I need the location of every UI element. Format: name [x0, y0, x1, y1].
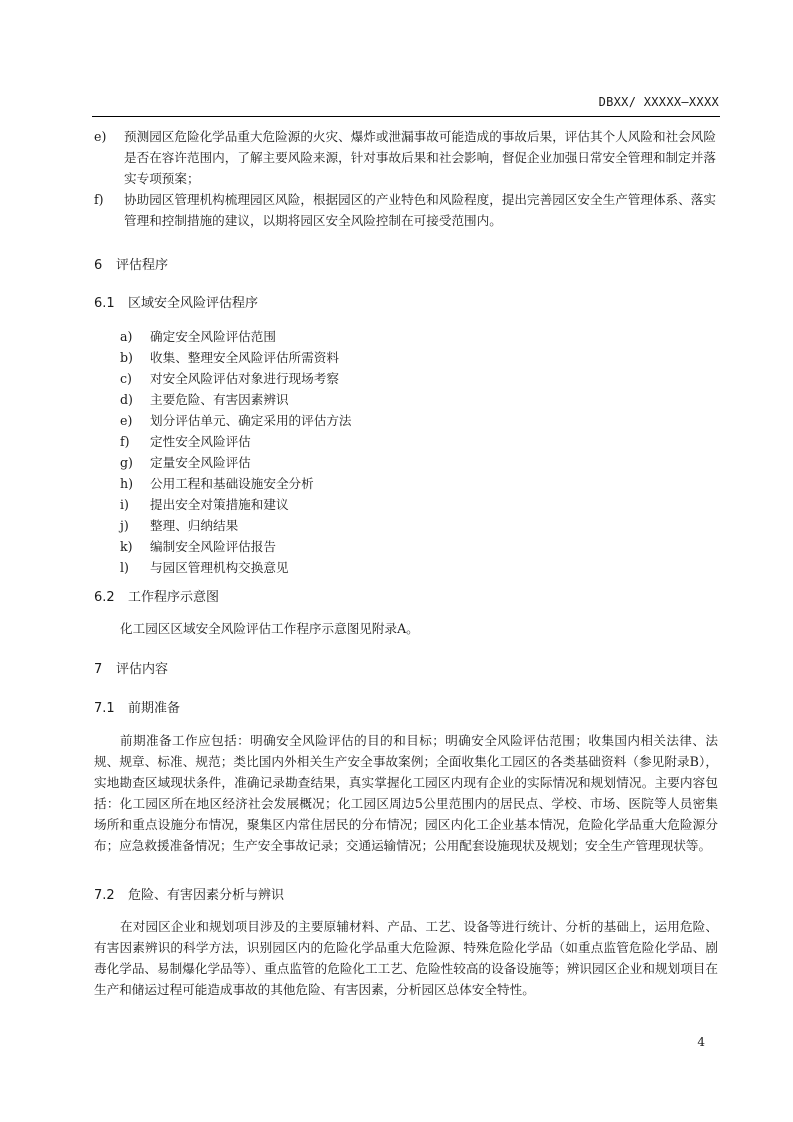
- item-text: 编制安全风险评估报告: [150, 539, 276, 554]
- document-code: DBXX/ XXXXX—XXXX: [598, 95, 719, 109]
- section-number: 6.1: [94, 296, 115, 311]
- section-6-2-text: 化工园区区域安全风险评估工作程序示意图见附录A。: [120, 621, 419, 636]
- item-label: c): [120, 371, 132, 386]
- list-item: [94, 347, 718, 368]
- section-7-2-text: 在对园区企业和规划项目涉及的主要原辅材料、产品、工艺、设备等进行统计、分析的基础上，运用危险、有害因素辨识的科学方法，识别园区内的危险化学品重大危险源、特殊危险化学品（如重点监管危险化学品、剧毒化学品、易制爆化学品等）、重点监管的危险化工工艺、危险性较高的设备设施等；辨识园区企业和规划项目在生产和储运过程可能造成事故的其他危险、有害因素，分析园区总体安全特性。: [94, 919, 718, 997]
- procedure-list: [94, 326, 718, 578]
- section-number: 7.1: [94, 701, 115, 716]
- list-item: [94, 389, 718, 410]
- list-item: [94, 368, 718, 389]
- list-item: [94, 557, 718, 578]
- item-label: h): [120, 476, 134, 491]
- item-text: 主要危险、有害因素辨识: [150, 392, 289, 407]
- item-label: f): [120, 434, 130, 449]
- list-item: [94, 515, 718, 536]
- section-title: 区域安全风险评估程序: [128, 296, 259, 311]
- intro-list: [94, 126, 718, 231]
- item-text: 定量安全风险评估: [150, 455, 251, 470]
- list-item: [94, 452, 718, 473]
- item-text: 预测园区危险化学品重大危险源的火灾、爆炸或泄漏事故可能造成的事故后果，评估其个人风险和社会风险是否在容许范围内，了解主要风险来源，针对事故后果和社会影响，督促企业加强日常安全管理和制定并落实专项预案；: [124, 129, 716, 186]
- page-number: 4: [697, 1035, 705, 1049]
- list-item: [94, 126, 718, 189]
- list-item: [94, 494, 718, 515]
- item-text: 收集、整理安全风险评估所需资料: [150, 350, 339, 365]
- item-text: 划分评估单元、确定采用的评估方法: [150, 413, 352, 428]
- section-heading-7: [94, 659, 718, 680]
- item-text: 定性安全风险评估: [150, 434, 251, 449]
- item-text: 协助园区管理机构梳理园区风险，根据园区的产业特色和风险程度，提出完善园区安全生产管理体系、落实管理和控制措施的建议，以期将园区安全风险控制在可接受范围内。: [124, 192, 716, 228]
- header-divider: [92, 116, 720, 117]
- section-number: 7.2: [94, 888, 115, 903]
- item-label: d): [120, 392, 133, 407]
- section-title: 评估程序: [116, 258, 169, 273]
- list-item: [94, 473, 718, 494]
- section-heading-6-1: [94, 293, 718, 314]
- list-item: [94, 189, 718, 231]
- item-text: 整理、归纳结果: [150, 518, 239, 533]
- section-number: 6: [94, 258, 103, 273]
- section-heading-7-2: [94, 885, 718, 906]
- list-item: [94, 536, 718, 557]
- item-label: l): [120, 560, 129, 575]
- section-title: 前期准备: [128, 701, 181, 716]
- section-7-1-text: 前期准备工作应包括：明确安全风险评估的目的和目标；明确安全风险评估范围；收集国内相关法律、法规、规章、标准、规范；类比国内外相关生产安全事故案例；全面收集化工园区的各类基础资料（参见附录B），实地勘查区域现状条件，准确记录勘查结果，真实掌握化工园区内现有企业的实际情况和规划情况。主要内容包括：化工园区所在地区经济社会发展概况；化工园区周边5公里范围内的居民点、学校、市场、医院等人员密集场所和重点设施分布情况，聚集区内常住居民的分布情况；园区内化工企业基本情况，危险化学品重大危险源分布；应急救援准备情况；生产安全事故记录；交通运输情况；公用配套设施现状及规划；安全生产管理现状等。: [94, 733, 718, 853]
- section-title: 评估内容: [116, 662, 169, 677]
- item-text: 与园区管理机构交换意见: [150, 560, 289, 575]
- item-text: 提出安全对策措施和建议: [150, 497, 289, 512]
- section-heading-6: [94, 255, 718, 276]
- section-heading-7-1: [94, 698, 718, 719]
- item-label: j): [120, 518, 129, 533]
- item-text: 公用工程和基础设施安全分析: [150, 476, 314, 491]
- item-label: e): [120, 413, 133, 428]
- item-text: 对安全风险评估对象进行现场考察: [150, 371, 339, 386]
- list-item: [94, 326, 718, 347]
- section-title: 工作程序示意图: [128, 590, 220, 605]
- section-heading-6-2: [94, 587, 718, 608]
- section-title: 危险、有害因素分析与辨识: [128, 888, 285, 903]
- item-label: i): [120, 497, 129, 512]
- section-number: 6.2: [94, 590, 115, 605]
- list-item: [94, 410, 718, 431]
- list-item: [94, 431, 718, 452]
- item-label: a): [120, 329, 133, 344]
- item-label: g): [120, 455, 133, 470]
- item-label: b): [120, 350, 133, 365]
- item-label: e): [94, 129, 107, 144]
- item-label: k): [120, 539, 133, 554]
- item-label: f): [94, 192, 104, 207]
- section-number: 7: [94, 662, 103, 677]
- item-text: 确定安全风险评估范围: [150, 329, 276, 344]
